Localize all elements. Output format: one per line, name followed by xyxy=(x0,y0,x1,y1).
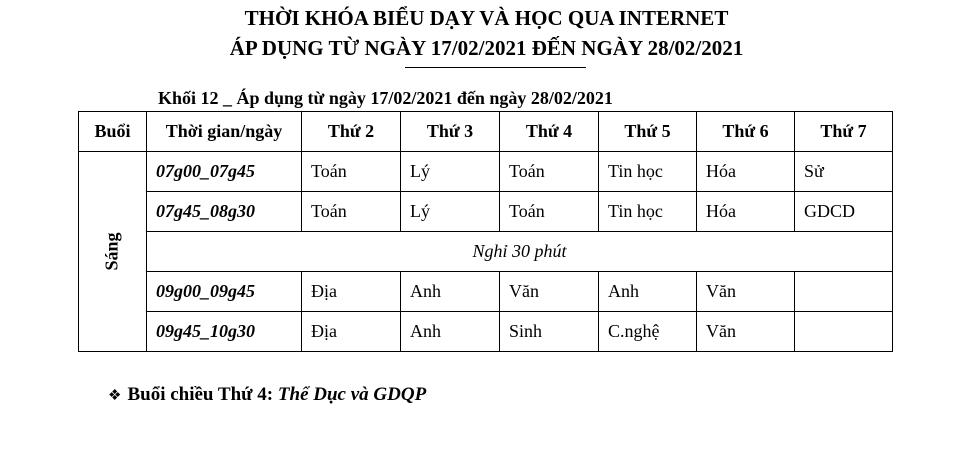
break-row xyxy=(79,232,893,272)
subject-cell: Văn xyxy=(500,272,599,312)
subject-cell: Toán xyxy=(302,152,401,192)
subject-cell: Anh xyxy=(599,272,697,312)
subject-cell: Lý xyxy=(401,152,500,192)
header-tuesday: Thứ 3 xyxy=(401,112,500,152)
subject-cell: Văn xyxy=(697,272,795,312)
subject-cell: Hóa xyxy=(697,152,795,192)
diamond-bullet-icon: ❖ xyxy=(108,388,122,404)
header-monday: Thứ 2 xyxy=(302,112,401,152)
header-saturday: Thứ 7 xyxy=(795,112,893,152)
table-header-row xyxy=(79,112,893,152)
subject-cell: Tin học xyxy=(599,192,697,232)
session-label: Sáng xyxy=(102,232,122,271)
note-label: Buổi chiều Thứ 4: xyxy=(127,384,274,405)
afternoon-note xyxy=(108,383,426,408)
break-cell: Nghỉ 30 phút xyxy=(147,232,893,272)
subject-cell: Hóa xyxy=(697,192,795,232)
subject-cell: Toán xyxy=(500,152,599,192)
subject-cell: Địa xyxy=(302,312,401,352)
time-slot: 07g00_07g45 xyxy=(147,152,302,192)
header-thursday: Thứ 5 xyxy=(599,112,697,152)
table-row xyxy=(79,152,893,192)
time-slot: 07g45_08g30 xyxy=(147,192,302,232)
table-row xyxy=(79,192,893,232)
timetable xyxy=(78,111,893,352)
grade-subtitle: Khối 12 _ Áp dụng từ ngày 17/02/2021 đến ngày 28/02/2021 xyxy=(158,88,613,108)
subject-cell: GDCD xyxy=(795,192,893,232)
title-underline-divider xyxy=(405,67,586,68)
subject-cell xyxy=(795,312,893,352)
subject-cell: Lý xyxy=(401,192,500,232)
subject-cell: C.nghệ xyxy=(599,312,697,352)
session-cell xyxy=(79,152,147,352)
subject-cell: Văn xyxy=(697,312,795,352)
header-time: Thời gian/ngày xyxy=(147,112,302,152)
document-title: THỜI KHÓA BIỂU DẠY VÀ HỌC QUA INTERNET xyxy=(244,6,729,30)
time-slot: 09g45_10g30 xyxy=(147,312,302,352)
document-date-range: ÁP DỤNG TỪ NGÀY 17/02/2021 ĐẾN NGÀY 28/02/2021 xyxy=(229,36,744,60)
subject-cell: Sử xyxy=(795,152,893,192)
table-row xyxy=(79,312,893,352)
subject-cell: Tin học xyxy=(599,152,697,192)
subject-cell: Toán xyxy=(500,192,599,232)
table-row xyxy=(79,272,893,312)
header-friday: Thứ 6 xyxy=(697,112,795,152)
subject-cell: Anh xyxy=(401,312,500,352)
subject-cell: Địa xyxy=(302,272,401,312)
time-slot: 09g00_09g45 xyxy=(147,272,302,312)
note-value: Thể Dục và GDQP xyxy=(277,384,427,405)
header-wednesday: Thứ 4 xyxy=(500,112,599,152)
subject-cell: Toán xyxy=(302,192,401,232)
subject-cell xyxy=(795,272,893,312)
subject-cell: Sinh xyxy=(500,312,599,352)
header-session: Buổi xyxy=(79,112,147,152)
subject-cell: Anh xyxy=(401,272,500,312)
